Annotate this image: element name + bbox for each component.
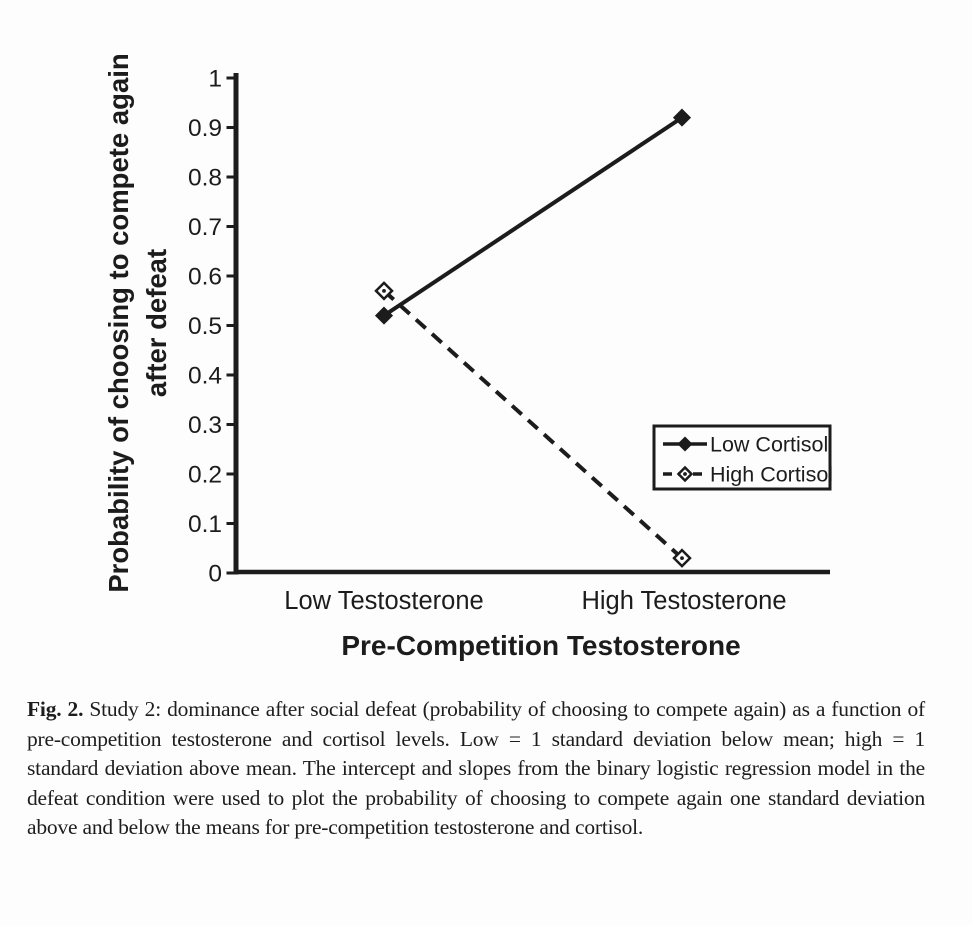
x-category-label: High Testosterone bbox=[581, 587, 787, 615]
y-tick-label: 0.3 bbox=[187, 412, 222, 439]
y-tick-label: 0.9 bbox=[187, 115, 222, 142]
y-tick-label: 0.2 bbox=[187, 461, 222, 489]
y-tick-label: 0 bbox=[208, 560, 222, 588]
x-category-label: Low Testosterone bbox=[284, 587, 484, 615]
y-tick-label: 1 bbox=[208, 65, 222, 93]
y-tick-label: 0.8 bbox=[187, 164, 222, 192]
caption-label: Fig. 2. bbox=[27, 697, 84, 721]
y-tick-label: 0.4 bbox=[187, 362, 222, 390]
y-tick-label: 0.1 bbox=[187, 511, 222, 538]
x-axis-title: Pre-Competition Testosterone bbox=[341, 630, 741, 661]
legend-label-high-cortisol: High Cortisol bbox=[710, 462, 834, 487]
y-axis-title-line1: Probability of choosing to compete again bbox=[103, 53, 134, 593]
figure-caption bbox=[0, 681, 952, 843]
caption-text: Study 2: dominance after social defeat (probability of choosing to compete again) as a function of pre-competition testosterone and cortisol levels. Low = 1 standard deviation below mean; high = 1 standard deviation above mean. The intercept and slopes from the binary logistic regression model in the defeat condition were used to plot the probability of choosing to compete again one standard deviation above and below the means for pre-competition testosterone and cortisol. bbox=[27, 697, 925, 839]
y-tick-label: 0.6 bbox=[187, 263, 222, 291]
series-line-low-cortisol bbox=[384, 118, 682, 316]
marker-high-cortisol-0-center-dot bbox=[382, 289, 386, 293]
legend-label-low-cortisol: Low Cortisol bbox=[710, 432, 829, 457]
marker-high-cortisol-1-center-dot bbox=[680, 556, 684, 560]
y-tick-label: 0.5 bbox=[187, 313, 222, 340]
y-tick-label: 0.7 bbox=[187, 214, 222, 241]
legend-marker-high-cortisol-center-dot bbox=[683, 472, 687, 476]
y-axis-title-line2: after defeat bbox=[141, 248, 172, 398]
series-line-high-cortisol bbox=[384, 291, 682, 558]
